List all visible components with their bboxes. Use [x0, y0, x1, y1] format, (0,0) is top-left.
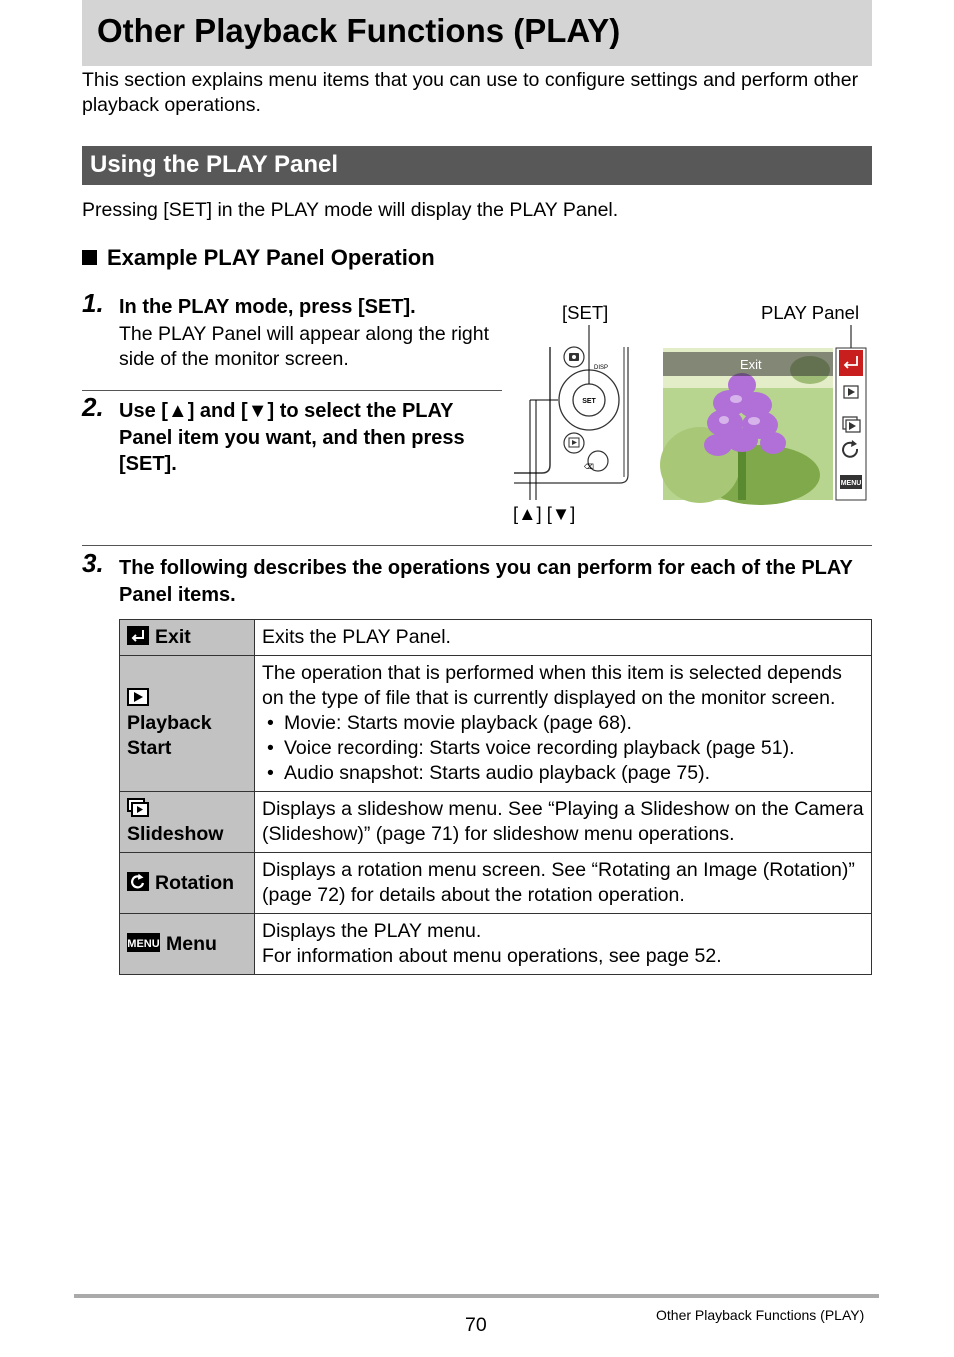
example-heading	[82, 245, 435, 271]
flower-photo	[660, 348, 833, 505]
step-number-1: 1.	[82, 288, 104, 318]
arrow-keys-label: [▲] [▼]	[513, 503, 576, 524]
menu-description-line1: Displays the PLAY menu.	[262, 920, 482, 942]
list-item: • Audio snapshot: Starts audio playback (page 75).	[262, 761, 864, 786]
menu-label: Menu	[166, 932, 217, 955]
table-desc-cell	[255, 656, 872, 792]
table-desc-cell	[255, 620, 872, 656]
square-bullet-icon	[82, 250, 97, 265]
play-panel-label: PLAY Panel	[761, 302, 860, 323]
playback-bullet-list	[262, 711, 864, 786]
table-key-cell	[120, 656, 255, 792]
section-title-bar	[82, 146, 872, 185]
set-button-label: SET	[582, 398, 596, 405]
set-label: [SET]	[562, 302, 609, 323]
example-heading-text: Example PLAY Panel Operation	[107, 245, 435, 270]
exit-description: Exits the PLAY Panel.	[262, 626, 451, 648]
table-key-cell	[120, 792, 255, 853]
slideshow-label: Slideshow	[127, 823, 224, 845]
camera-back-illustration	[514, 325, 628, 500]
step-title-1: In the PLAY mode, press [SET].	[119, 296, 416, 318]
table-key-cell	[120, 620, 255, 656]
list-item: • Movie: Starts movie playback (page 68).	[262, 711, 864, 736]
table-row	[120, 914, 872, 975]
section-paragraph: Pressing [SET] in the PLAY mode will display the PLAY Panel.	[82, 199, 619, 221]
step-title-3: The following describes the operations you can perform for each of the PLAY Panel items.	[119, 557, 853, 606]
step-divider	[82, 390, 502, 391]
step-title-2: Use [▲] and [▼] to select the PLAY Panel item you want, and then press [SET].	[119, 400, 465, 475]
play-panel-items-table	[119, 619, 872, 975]
menu-icon	[127, 933, 160, 952]
table-key-cell	[120, 853, 255, 914]
list-item: • Voice recording: Starts voice recording playback (page 51).	[262, 736, 864, 761]
table-desc-cell	[255, 853, 872, 914]
slideshow-icon	[127, 798, 149, 817]
step-body-1: The PLAY Panel will appear along the right side of the monitor screen.	[119, 323, 490, 370]
intro-paragraph: This section explains menu items that you can use to configure settings and perform other playback operations.	[82, 69, 859, 116]
menu-icon-text: MENU	[127, 937, 160, 950]
slideshow-description: Displays a slideshow menu. See “Playing a Slideshow on the Camera (Slideshow)” (page 71) for slideshow menu operations.	[262, 798, 864, 845]
exit-overlay-text: Exit	[740, 357, 762, 372]
table-row	[120, 853, 872, 914]
exit-icon	[127, 626, 149, 645]
section-title: Using the PLAY Panel	[90, 151, 339, 178]
table-desc-cell	[255, 792, 872, 853]
rotation-label: Rotation	[155, 871, 235, 894]
disp-button-label: DISP	[594, 365, 609, 371]
panel-menu-icon-text: MENU	[840, 480, 862, 487]
playback-description: The operation that is performed when this item is selected depends on the type of file that is currently displayed on the monitor screen.	[262, 662, 842, 709]
camera-panel-figure	[510, 325, 872, 505]
exit-label: Exit	[155, 626, 191, 648]
table-row	[120, 620, 872, 656]
playback-label-line2: Start	[127, 737, 172, 759]
table-row	[120, 656, 872, 792]
table-row	[120, 792, 872, 853]
rotation-description: Displays a rotation menu screen. See “Rotating an Image (Rotation)” (page 72) for details about the rotation operation.	[262, 859, 855, 906]
page-title-bar	[82, 0, 872, 66]
page-number: 70	[465, 1314, 487, 1336]
table-desc-cell	[255, 914, 872, 975]
menu-description-line2: For information about menu operations, see page 52.	[262, 945, 722, 967]
step-divider-2	[82, 545, 872, 546]
play-panel-strip	[836, 325, 866, 500]
svg-text:⌫: ⌫	[584, 464, 594, 471]
step-number-3: 3.	[82, 548, 104, 578]
footer-title: Other Playback Functions (PLAY)	[656, 1307, 865, 1323]
table-key-cell	[120, 914, 255, 975]
footer-rule	[74, 1294, 879, 1298]
playback-icon	[127, 687, 149, 706]
page-title: Other Playback Functions (PLAY)	[97, 12, 621, 49]
playback-label-line1: Playback	[127, 712, 212, 734]
step-number-2: 2.	[82, 392, 104, 422]
rotation-icon	[127, 872, 149, 891]
